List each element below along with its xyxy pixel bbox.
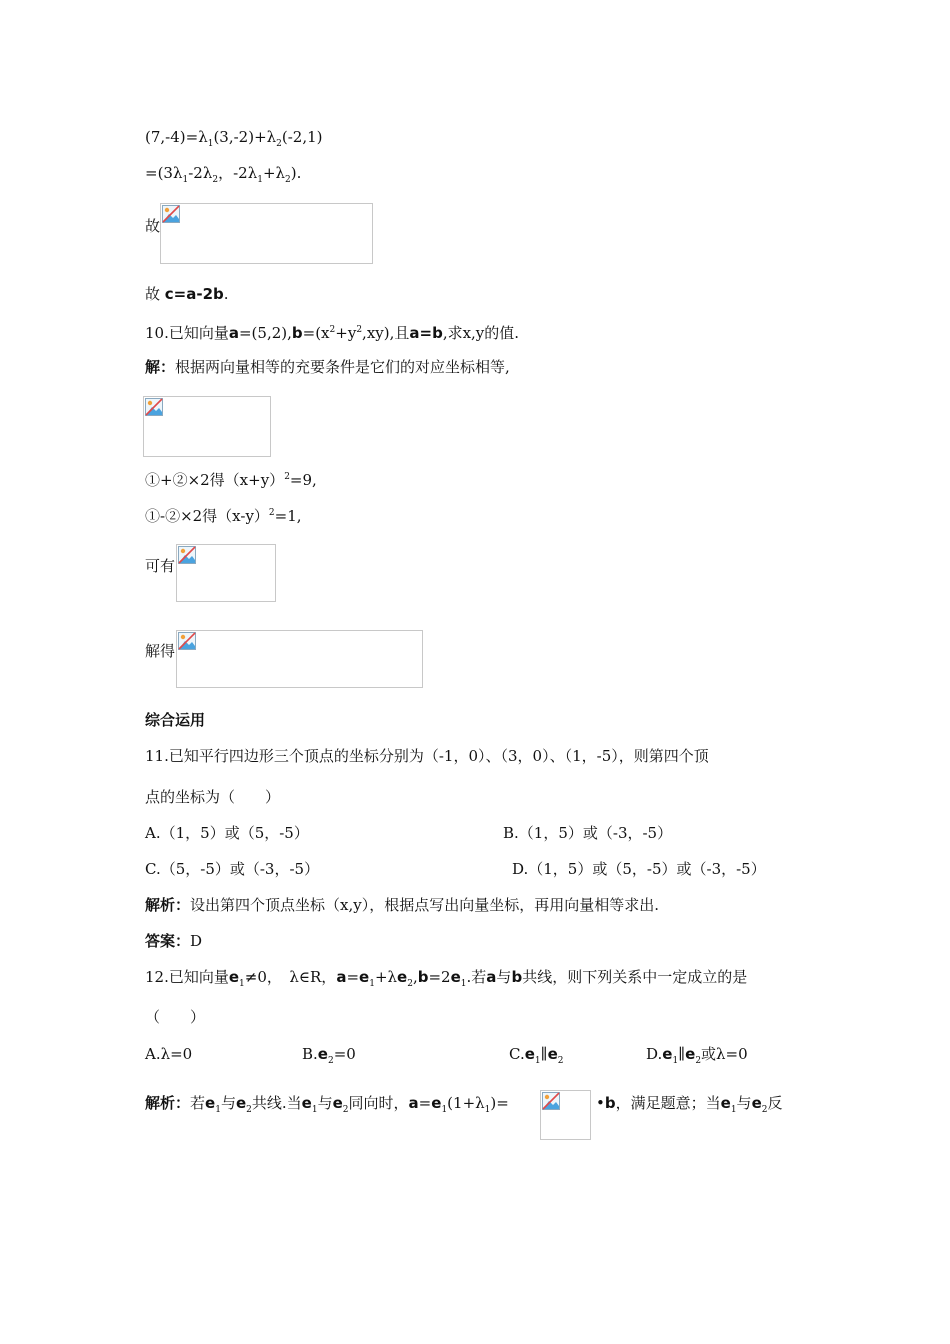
gu-label: 故 bbox=[145, 217, 161, 235]
analysis-12-cont bbox=[596, 1093, 783, 1120]
sub: 1 bbox=[460, 979, 467, 989]
vector: e bbox=[332, 1094, 343, 1112]
text: ①+②×2得（x+y） bbox=[145, 471, 285, 489]
keyou-label: 可有 bbox=[145, 557, 176, 575]
vector: a=b bbox=[409, 324, 443, 342]
text: =2 bbox=[428, 968, 451, 986]
text: (1+λ bbox=[447, 1094, 485, 1112]
formula-image bbox=[176, 630, 423, 688]
sub: 2 bbox=[327, 1056, 334, 1066]
sup: 2 bbox=[284, 472, 290, 482]
answer-label: 答案： bbox=[145, 932, 191, 950]
vector: e bbox=[301, 1094, 312, 1112]
text: 或λ=0 bbox=[701, 1045, 748, 1063]
text: D bbox=[190, 932, 203, 950]
vector: e bbox=[431, 1094, 442, 1112]
text: ,求x,y的值. bbox=[442, 324, 520, 342]
vector: e bbox=[397, 968, 408, 986]
vector: e bbox=[450, 968, 461, 986]
vector: b bbox=[291, 324, 303, 342]
vector: b bbox=[511, 968, 523, 986]
sub: 2 bbox=[285, 175, 291, 185]
vector: e bbox=[228, 968, 240, 986]
text: +λ bbox=[374, 968, 398, 986]
vector: e bbox=[751, 1094, 762, 1112]
text: 共线.当 bbox=[251, 1094, 302, 1112]
text: C. bbox=[509, 1045, 525, 1063]
text: +y bbox=[335, 324, 357, 342]
option-12-c bbox=[509, 1044, 564, 1071]
sub: 2 bbox=[342, 1105, 349, 1115]
broken-image-icon bbox=[542, 1092, 560, 1110]
text: 12.已知向量 bbox=[145, 968, 229, 986]
text: • bbox=[596, 1094, 605, 1112]
text: 共线，则下列关系中一定成立的是 bbox=[522, 968, 748, 986]
equation-sum bbox=[145, 467, 317, 490]
sub: 1 bbox=[672, 1056, 679, 1066]
sub: 1 bbox=[534, 1056, 541, 1066]
sup: 2 bbox=[268, 508, 275, 518]
eq-text: ). bbox=[290, 164, 302, 182]
broken-image-icon bbox=[178, 632, 196, 650]
vector: e bbox=[662, 1045, 673, 1063]
vector: a bbox=[336, 968, 347, 986]
broken-image-icon bbox=[162, 205, 180, 223]
vector: e bbox=[685, 1045, 696, 1063]
text: . bbox=[223, 285, 229, 303]
sub: 1 bbox=[239, 979, 245, 989]
vector: e bbox=[359, 968, 370, 986]
eq-text: (-2,1) bbox=[281, 128, 323, 146]
equation-line-2 bbox=[145, 163, 301, 190]
text: ,xy),且 bbox=[362, 324, 410, 342]
vector: b bbox=[417, 968, 429, 986]
question-11-line2: 点的坐标为（ ） bbox=[145, 788, 281, 806]
text: 设出第四个顶点坐标（x,y），根据点写出向量坐标，再用向量相等求出. bbox=[190, 896, 659, 914]
text: 与 bbox=[317, 1094, 333, 1112]
vector: a bbox=[408, 1094, 419, 1112]
question-10 bbox=[145, 320, 519, 343]
formula-image bbox=[143, 396, 271, 457]
sub: 1 bbox=[484, 1105, 491, 1115]
vector: e bbox=[720, 1094, 731, 1112]
sub: 2 bbox=[407, 979, 413, 989]
sub: 1 bbox=[311, 1105, 318, 1115]
sub: 2 bbox=[276, 139, 282, 149]
text: = bbox=[346, 968, 360, 986]
text: =9, bbox=[289, 471, 317, 489]
text: = bbox=[418, 1094, 432, 1112]
sup: 2 bbox=[329, 325, 336, 335]
text: ≠0， λ∈R， bbox=[244, 968, 337, 986]
broken-image-icon bbox=[145, 398, 163, 416]
sub: 1 bbox=[730, 1105, 737, 1115]
text: =(x bbox=[302, 324, 330, 342]
formula-image bbox=[160, 203, 373, 264]
sub: 2 bbox=[761, 1105, 768, 1115]
text: D. bbox=[646, 1045, 663, 1063]
text: .若 bbox=[466, 968, 487, 986]
option-11-b: B.（1，5）或（-3，-5） bbox=[503, 824, 673, 842]
vector: a bbox=[486, 968, 497, 986]
analysis-label: 解析： bbox=[145, 896, 191, 914]
analysis-11 bbox=[145, 895, 659, 915]
eq-text: -2λ bbox=[188, 164, 213, 182]
text: =1, bbox=[274, 507, 302, 525]
text: =0 bbox=[333, 1045, 356, 1063]
equation-line-1 bbox=[145, 127, 323, 154]
conclusion-line bbox=[145, 284, 229, 304]
answer-11 bbox=[145, 931, 202, 951]
vector: e bbox=[317, 1045, 328, 1063]
eq-text: +λ bbox=[262, 164, 286, 182]
sub: 2 bbox=[695, 1056, 702, 1066]
eq-text: =(3λ bbox=[145, 164, 183, 182]
text: 根据两向量相等的充要条件是它们的对应坐标相等, bbox=[175, 358, 510, 376]
text: ∥ bbox=[678, 1045, 686, 1063]
text: ①-②×2得（x-y） bbox=[145, 507, 269, 525]
text: 与 bbox=[496, 968, 512, 986]
question-12-line1 bbox=[145, 967, 747, 994]
section-heading: 综合运用 bbox=[145, 711, 206, 729]
text: 同向时， bbox=[348, 1094, 409, 1112]
text: 与 bbox=[220, 1094, 236, 1112]
vector: b bbox=[604, 1094, 616, 1112]
solution-label: 解： bbox=[145, 358, 176, 376]
eq-text: ，-2λ bbox=[218, 164, 258, 182]
sub: 1 bbox=[257, 175, 263, 185]
text: 反 bbox=[767, 1094, 783, 1112]
question-11-line1: 11.已知平行四边形三个顶点的坐标分别为（-1，0）、（3，0）、（1，-5），则第四个顶 bbox=[145, 747, 709, 765]
broken-image-icon bbox=[178, 546, 196, 564]
sub: 1 bbox=[207, 139, 214, 149]
eq-text: (7,-4)=λ bbox=[145, 128, 208, 146]
formula-image bbox=[540, 1090, 591, 1140]
formula-image bbox=[176, 544, 276, 602]
vector: e bbox=[235, 1094, 247, 1112]
option-12-d bbox=[646, 1044, 748, 1071]
text: 故 bbox=[145, 285, 165, 303]
option-11-d: D.（1，5）或（5，-5）或（-3，-5） bbox=[512, 860, 766, 878]
solution-10 bbox=[145, 357, 510, 377]
text: ∥ bbox=[540, 1045, 548, 1063]
analysis-label: 解析： bbox=[145, 1094, 191, 1112]
text: =(5,2), bbox=[238, 324, 292, 342]
text: 若 bbox=[190, 1094, 206, 1112]
equation-diff bbox=[145, 503, 302, 526]
option-11-c: C.（5，-5）或（-3，-5） bbox=[145, 860, 320, 878]
sub: 2 bbox=[246, 1105, 252, 1115]
text: 10.已知向量 bbox=[145, 324, 229, 342]
eq-text: (3,-2)+λ bbox=[213, 128, 277, 146]
text: B. bbox=[302, 1045, 318, 1063]
sup: 2 bbox=[356, 325, 363, 335]
vector-expr: c=a-2b bbox=[164, 285, 224, 303]
sub: 2 bbox=[212, 175, 219, 185]
text: )= bbox=[490, 1094, 509, 1112]
sub: 2 bbox=[557, 1056, 564, 1066]
vector: e bbox=[205, 1094, 216, 1112]
analysis-12 bbox=[145, 1093, 509, 1120]
option-12-b bbox=[302, 1044, 356, 1071]
sub: 1 bbox=[441, 1105, 448, 1115]
sub: 1 bbox=[369, 979, 375, 989]
option-11-a: A.（1，5）或（5，-5） bbox=[145, 824, 309, 842]
sub: 1 bbox=[215, 1105, 221, 1115]
text: 与 bbox=[736, 1094, 752, 1112]
text: ，满足题意；当 bbox=[615, 1094, 721, 1112]
vector: e bbox=[547, 1045, 558, 1063]
vector: a bbox=[228, 324, 239, 342]
sub: 1 bbox=[182, 175, 189, 185]
jiede-label: 解得 bbox=[145, 642, 176, 660]
option-12-a: A.λ=0 bbox=[145, 1045, 193, 1063]
question-12-line2: （ ） bbox=[145, 1008, 206, 1026]
vector: e bbox=[524, 1045, 535, 1063]
text: , bbox=[412, 968, 418, 986]
